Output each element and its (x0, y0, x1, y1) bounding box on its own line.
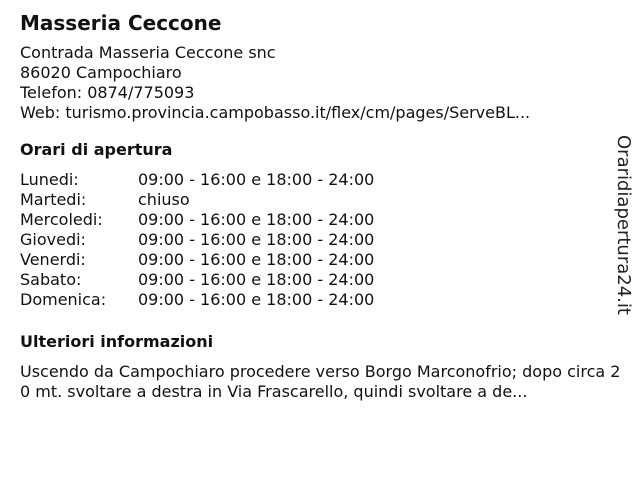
hours-time: 09:00 - 16:00 e 18:00 - 24:00 (138, 270, 375, 289)
hours-time: 09:00 - 16:00 e 18:00 - 24:00 (138, 170, 375, 189)
business-name: Masseria Ceccone (20, 11, 222, 35)
site-watermark: Oraridiapertura24.it (613, 135, 634, 315)
hours-title: Orari di apertura (20, 140, 173, 159)
hours-time: chiuso (138, 190, 190, 209)
hours-row-martedi (20, 190, 620, 210)
hours-time: 09:00 - 16:00 e 18:00 - 24:00 (138, 230, 375, 249)
hours-day: Sabato: (20, 270, 82, 289)
address-web[interactable]: Web: turismo.provincia.campobasso.it/flex/cm/pages/ServeBL... (20, 103, 531, 122)
hours-row-lunedi (20, 170, 620, 190)
hours-day: Venerdi: (20, 250, 86, 269)
address-street: Contrada Masseria Ceccone snc (20, 43, 276, 62)
hours-day: Domenica: (20, 290, 107, 309)
hours-row-sabato (20, 270, 620, 290)
hours-day: Lunedi: (20, 170, 79, 189)
hours-time: 09:00 - 16:00 e 18:00 - 24:00 (138, 250, 375, 269)
hours-day: Mercoledi: (20, 210, 103, 229)
address-block (20, 43, 620, 123)
hours-row-giovedi (20, 230, 620, 250)
info-title: Ulteriori informazioni (20, 332, 214, 351)
info-text: Uscendo da Campochiaro procedere verso Borgo Marconofrio; dopo circa 20 mt. svoltare a destra in Via Frascarello, quindi svoltare a de... (20, 362, 621, 401)
hours-day: Martedi: (20, 190, 87, 209)
hours-time: 09:00 - 16:00 e 18:00 - 24:00 (138, 210, 375, 229)
hours-row-mercoledi (20, 210, 620, 230)
hours-table (20, 170, 620, 310)
hours-row-venerdi (20, 250, 620, 270)
hours-row-domenica (20, 290, 620, 310)
business-card (20, 10, 620, 402)
hours-day: Giovedi: (20, 230, 86, 249)
address-phone: Telefon: 0874/775093 (20, 83, 195, 102)
address-city: 86020 Campochiaro (20, 63, 182, 82)
hours-time: 09:00 - 16:00 e 18:00 - 24:00 (138, 290, 375, 309)
